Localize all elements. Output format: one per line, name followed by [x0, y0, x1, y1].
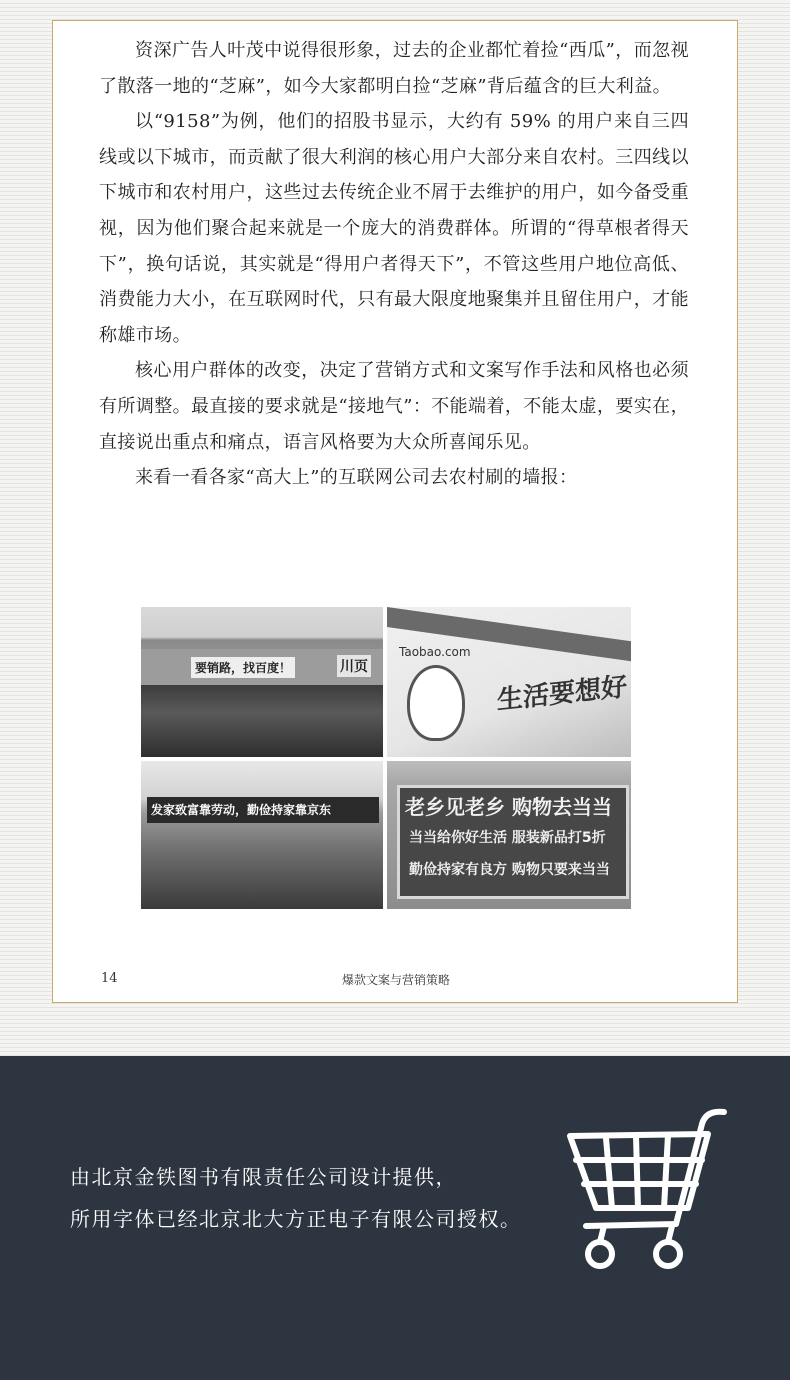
paragraph: 以“9158”为例，他们的招股书显示，大约有 59% 的用户来自三四线或以下城市，而贡献了很大利润的核心用户大部分来自农村。三四线以下城市和农村用户，这些过去传统企业不屑于去维护的用户，如今备受重视，因为他们聚合起来就是一个庞大的消费群体。所谓的“得草根者得天下”，换句话说，其实就是“得用户者得天下”，不管这些用户地位高低、消费能力大小，在互联网时代，只有最大限度地聚集并且留住用户，才能称雄市场。	[99, 111, 689, 346]
book-page	[52, 20, 738, 1003]
running-title: 爆款文案与营销策略	[341, 973, 450, 987]
taobao-wall-ad-photo	[387, 607, 631, 757]
paragraph: 来看一看各家“高大上”的互联网公司去农村刷的墙报：	[135, 467, 578, 489]
body-text	[99, 33, 689, 496]
jd-wall-ad-photo	[141, 761, 383, 909]
wall-ad-text: 勤俭持家有良方 购物只要来当当	[409, 862, 610, 878]
wall-ad-text: 当当给你好生活 服装新品打5折	[409, 830, 606, 846]
wall-ad-text: 川页	[337, 655, 371, 677]
wall-ad-text: 要销路，找百度！	[191, 657, 295, 678]
footer-line: 由北京金铁图书有限责任公司设计提供，	[70, 1165, 457, 1189]
footer-banner	[0, 1056, 790, 1380]
paragraph: 核心用户群体的改变，决定了营销方式和文案写作手法和风格也必须有所调整。最直接的要求就是“接地气”：不能端着，不能太虚，要实在，直接说出重点和痛点，语言风格要为大众所喜闻乐见。	[99, 360, 689, 453]
dangdang-wall-ad-photo	[387, 761, 631, 909]
wall-ads-photo-grid	[141, 607, 631, 909]
wall-ad-text: 发家致富靠劳动，勤俭持家靠京东	[151, 803, 332, 817]
wall-ad-text: 生活要想好	[497, 672, 628, 716]
brand-logo-text: Taobao.com	[399, 645, 471, 659]
baidu-wall-ad-photo	[141, 607, 383, 757]
footer-text	[70, 1156, 522, 1240]
wall-ad-text: 老乡见老乡 购物去当当	[405, 795, 612, 819]
paragraph: 资深广告人叶茂中说得很形象，过去的企业都忙着捡“西瓜”，而忽视了散落一地的“芝麻”，如今大家都明白捡“芝麻”背后蕴含的巨大利益。	[99, 40, 689, 97]
mascot-image	[407, 665, 465, 741]
shopping-cart-icon	[556, 1104, 744, 1280]
page-number: 14	[101, 971, 118, 986]
footer-line: 所用字体已经北京北大方正电子有限公司授权。	[70, 1207, 522, 1231]
